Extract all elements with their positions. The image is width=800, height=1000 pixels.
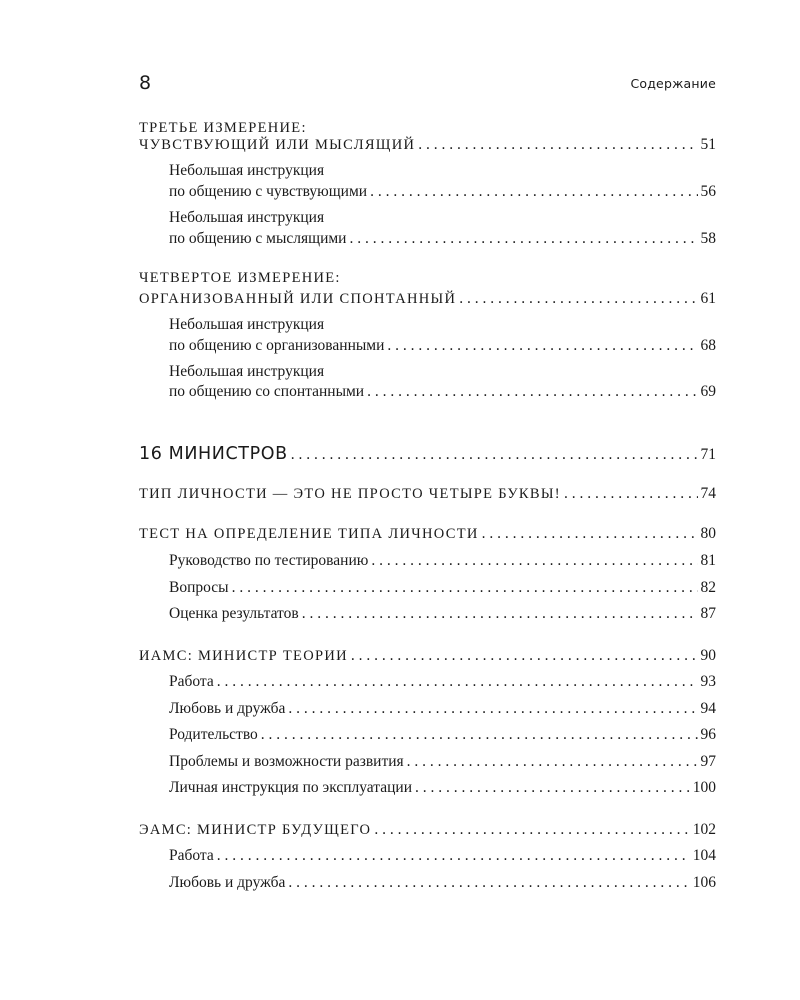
leader-dots bbox=[482, 523, 698, 545]
toc-subentry[interactable] bbox=[169, 777, 716, 799]
toc-page-number: 68 bbox=[700, 337, 716, 354]
toc-entry-title: Небольшая инструкция bbox=[169, 316, 325, 333]
leader-dots bbox=[232, 577, 698, 599]
toc-subentry[interactable] bbox=[169, 335, 716, 357]
toc-subentry[interactable] bbox=[169, 228, 716, 250]
leader-dots bbox=[288, 698, 697, 720]
leader-dots bbox=[370, 181, 697, 203]
leader-dots bbox=[374, 819, 689, 841]
toc-subentry[interactable] bbox=[169, 577, 716, 599]
toc-subentry[interactable] bbox=[169, 698, 716, 720]
leader-dots bbox=[302, 603, 698, 625]
leader-dots bbox=[288, 872, 689, 894]
toc-page-number: 81 bbox=[700, 552, 716, 569]
toc-heading-line bbox=[139, 267, 716, 289]
toc-page-number: 82 bbox=[700, 579, 716, 596]
toc-page-number: 106 bbox=[692, 874, 716, 891]
toc-entry-title: по общению с мыслящими bbox=[169, 230, 347, 247]
leader-dots bbox=[371, 550, 697, 572]
toc-page-number: 100 bbox=[692, 779, 716, 796]
toc-page-number: 74 bbox=[700, 485, 716, 502]
leader-dots bbox=[349, 228, 697, 250]
toc-subentry-line bbox=[169, 361, 716, 383]
toc-page-number: 87 bbox=[700, 605, 716, 622]
toc-subentry-line bbox=[169, 314, 716, 336]
toc-subentry[interactable] bbox=[169, 751, 716, 773]
toc-subentry[interactable] bbox=[169, 603, 716, 625]
leader-dots bbox=[261, 724, 698, 746]
toc-entry[interactable] bbox=[139, 483, 716, 505]
leader-dots bbox=[217, 671, 698, 693]
toc-entry-title: ЧУВСТВУЮЩИЙ ИЛИ МЫСЛЯЩИЙ bbox=[139, 137, 416, 153]
toc-entry[interactable] bbox=[139, 645, 716, 667]
leader-dots bbox=[367, 381, 697, 403]
toc-page-number: 69 bbox=[700, 383, 716, 400]
page-number: 8 bbox=[139, 72, 152, 94]
leader-dots bbox=[415, 777, 690, 799]
toc-subentry-line bbox=[169, 160, 716, 182]
toc-subentry[interactable] bbox=[169, 845, 716, 867]
toc-entry[interactable] bbox=[139, 819, 716, 841]
leader-dots bbox=[351, 645, 698, 667]
toc-page-number: 71 bbox=[700, 446, 716, 463]
toc-page-number: 61 bbox=[700, 290, 716, 307]
toc-page-number: 93 bbox=[700, 673, 716, 690]
leader-dots bbox=[291, 444, 698, 466]
toc-subentry[interactable] bbox=[169, 381, 716, 403]
toc-subentry[interactable] bbox=[169, 181, 716, 203]
toc-page-number: 56 bbox=[700, 183, 716, 200]
toc-entry-title: ТЕСТ НА ОПРЕДЕЛЕНИЕ ТИПА ЛИЧНОСТИ bbox=[139, 526, 479, 542]
toc-page-number: 90 bbox=[700, 647, 716, 664]
toc-subentry[interactable] bbox=[169, 872, 716, 894]
toc-entry-title: 16 МИНИСТРОВ bbox=[139, 444, 288, 464]
leader-dots bbox=[459, 288, 697, 310]
toc-page-number: 104 bbox=[692, 847, 716, 864]
toc-entry-title: ТИП ЛИЧНОСТИ — ЭТО НЕ ПРОСТО ЧЕТЫРЕ БУКВЫ! bbox=[139, 486, 561, 502]
toc-entry-title: ЧЕТВЕРТОЕ ИЗМЕРЕНИЕ: bbox=[139, 270, 341, 286]
toc-entry-title: Небольшая инструкция bbox=[169, 363, 325, 380]
toc-entry-title: Любовь и дружба bbox=[169, 700, 286, 717]
toc-entry-title: Работа bbox=[169, 847, 214, 864]
toc-entry-title: ИАМС: МИНИСТР ТЕОРИИ bbox=[139, 648, 348, 664]
running-title: Содержание bbox=[630, 76, 716, 91]
toc-page-number: 58 bbox=[700, 230, 716, 247]
toc-entry[interactable] bbox=[139, 288, 716, 310]
toc-entry-title: Родительство bbox=[169, 726, 258, 743]
toc-entry-title: Проблемы и возможности развития bbox=[169, 753, 404, 770]
toc-entry[interactable] bbox=[139, 134, 716, 156]
toc-subentry[interactable] bbox=[169, 550, 716, 572]
toc-page-number: 102 bbox=[692, 821, 716, 838]
toc-page-number: 97 bbox=[700, 753, 716, 770]
toc-entry[interactable] bbox=[139, 443, 716, 465]
toc-entry-title: Оценка результатов bbox=[169, 605, 299, 622]
toc-entry-title: ЭАМС: МИНИСТР БУДУЩЕГО bbox=[139, 822, 372, 838]
leader-dots bbox=[564, 483, 698, 505]
toc-entry-title: ТРЕТЬЕ ИЗМЕРЕНИЕ: bbox=[139, 120, 307, 136]
toc-entry-title: Небольшая инструкция bbox=[169, 162, 325, 179]
toc-entry-title: Руководство по тестированию bbox=[169, 552, 369, 569]
toc-subentry[interactable] bbox=[169, 671, 716, 693]
leader-dots bbox=[407, 751, 698, 773]
toc-subentry-line bbox=[169, 207, 716, 229]
toc-page-number: 51 bbox=[700, 136, 716, 153]
toc-entry-title: по общению со спонтанными bbox=[169, 383, 365, 400]
leader-dots bbox=[387, 335, 697, 357]
toc-entry-title: Работа bbox=[169, 673, 214, 690]
toc-page-number: 80 bbox=[700, 525, 716, 542]
leader-dots bbox=[217, 845, 690, 867]
leader-dots bbox=[418, 134, 697, 156]
toc-page-number: 96 bbox=[700, 726, 716, 743]
toc-entry-title: по общению с организованными bbox=[169, 337, 385, 354]
toc-entry[interactable] bbox=[139, 523, 716, 545]
toc-subentry[interactable] bbox=[169, 724, 716, 746]
toc-entry-title: Вопросы bbox=[169, 579, 229, 596]
toc-entry-title: ОРГАНИЗОВАННЫЙ ИЛИ СПОНТАННЫЙ bbox=[139, 291, 457, 307]
toc-page-number: 94 bbox=[700, 700, 716, 717]
toc-entry-title: Небольшая инструкция bbox=[169, 209, 325, 226]
toc-entry-title: Любовь и дружба bbox=[169, 874, 286, 891]
toc-entry-title: Личная инструкция по эксплуатации bbox=[169, 779, 413, 796]
toc-entry-title: по общению с чувствующими bbox=[169, 183, 368, 200]
